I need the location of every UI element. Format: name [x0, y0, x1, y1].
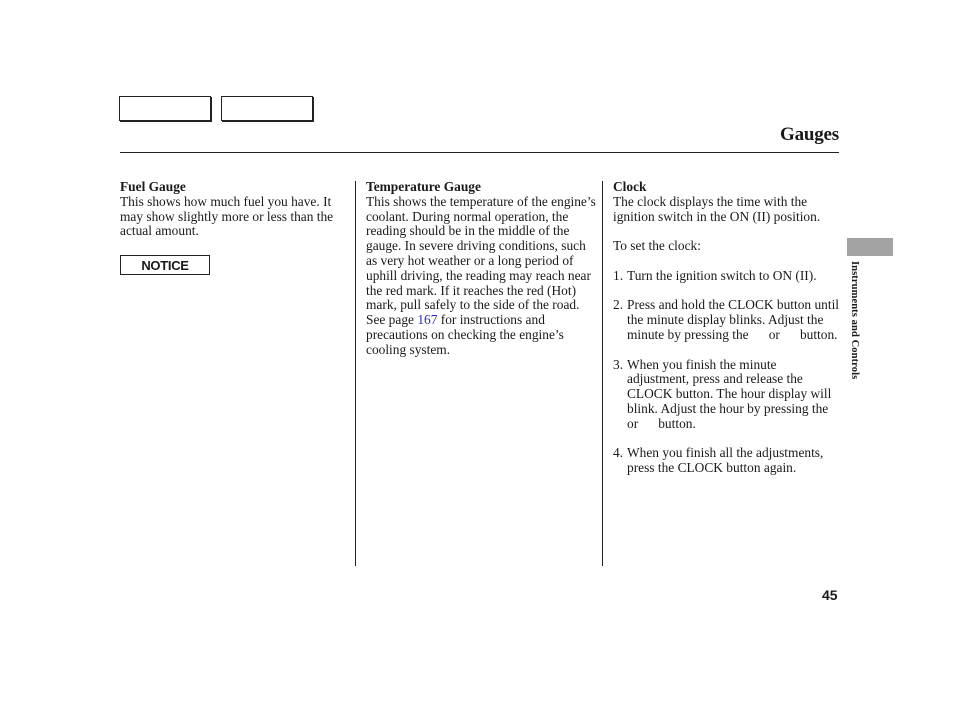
- clock-step: [613, 269, 841, 284]
- notice-badge[interactable]: NOTICE: [120, 255, 210, 275]
- page-number: 45: [822, 587, 838, 603]
- temperature-gauge-heading: Temperature Gauge: [366, 179, 481, 194]
- step-text: Turn the ignition switch to ON (II).: [627, 267, 817, 283]
- step-number: 1.: [613, 267, 624, 283]
- clock-step: [613, 298, 841, 342]
- step-text: When you finish all the adjustments, press the CLOCK button again.: [627, 445, 827, 476]
- fuel-gauge-body: This shows how much fuel you have. It may show slightly more or less than the actual amount.: [120, 193, 334, 239]
- step-text: When you finish the minute adjustment, press and release the CLOCK button. The hour display will blink. Adjust the hour by pressing the or button.: [627, 356, 849, 431]
- step-number: 4.: [613, 445, 624, 461]
- clock-step: [613, 356, 849, 432]
- clock-step: [613, 446, 841, 476]
- fuel-gauge-heading: Fuel Gauge: [120, 179, 186, 194]
- step-number: 3.: [613, 356, 624, 372]
- step-text: Press and hold the CLOCK button until the minute display blinks. Adjust the minute by pressing the or button.: [627, 297, 843, 342]
- page-167-link[interactable]: 167: [417, 312, 438, 328]
- fuel-gauge-section: [120, 180, 352, 239]
- clock-set-intro: To set the clock:: [613, 238, 701, 254]
- title-divider: [120, 152, 839, 153]
- temperature-gauge-body: [366, 195, 598, 358]
- clock-section: [613, 179, 849, 476]
- nav-button-table-of-contents[interactable]: [221, 96, 313, 121]
- temperature-gauge-text-2: for instructions and precautions on checking the engine’s cooling system.: [366, 312, 564, 357]
- nav-button-main-menu[interactable]: [119, 96, 211, 121]
- column-divider: [355, 181, 356, 566]
- step-number: 2.: [613, 297, 624, 313]
- section-label: Instruments and Controls: [849, 261, 860, 380]
- column-divider: [602, 181, 603, 566]
- temperature-gauge-text-1: This shows the temperature of the engine’s coolant. During normal operation, the reading should be in the middle of the gauge. In severe driving conditions, such as very hot weather or a long period of uphill driving, the reading may reach near the red mark. If it reaches the red (Hot) mark, pull safely to the side of the road. See page: [366, 193, 596, 328]
- temperature-gauge-section: [366, 180, 598, 358]
- clock-intro: The clock displays the time with the ignition switch in the ON (II) position.: [613, 193, 821, 224]
- clock-heading: Clock: [613, 179, 647, 194]
- section-tab-marker: [847, 238, 893, 256]
- page-title: Gauges: [780, 124, 839, 145]
